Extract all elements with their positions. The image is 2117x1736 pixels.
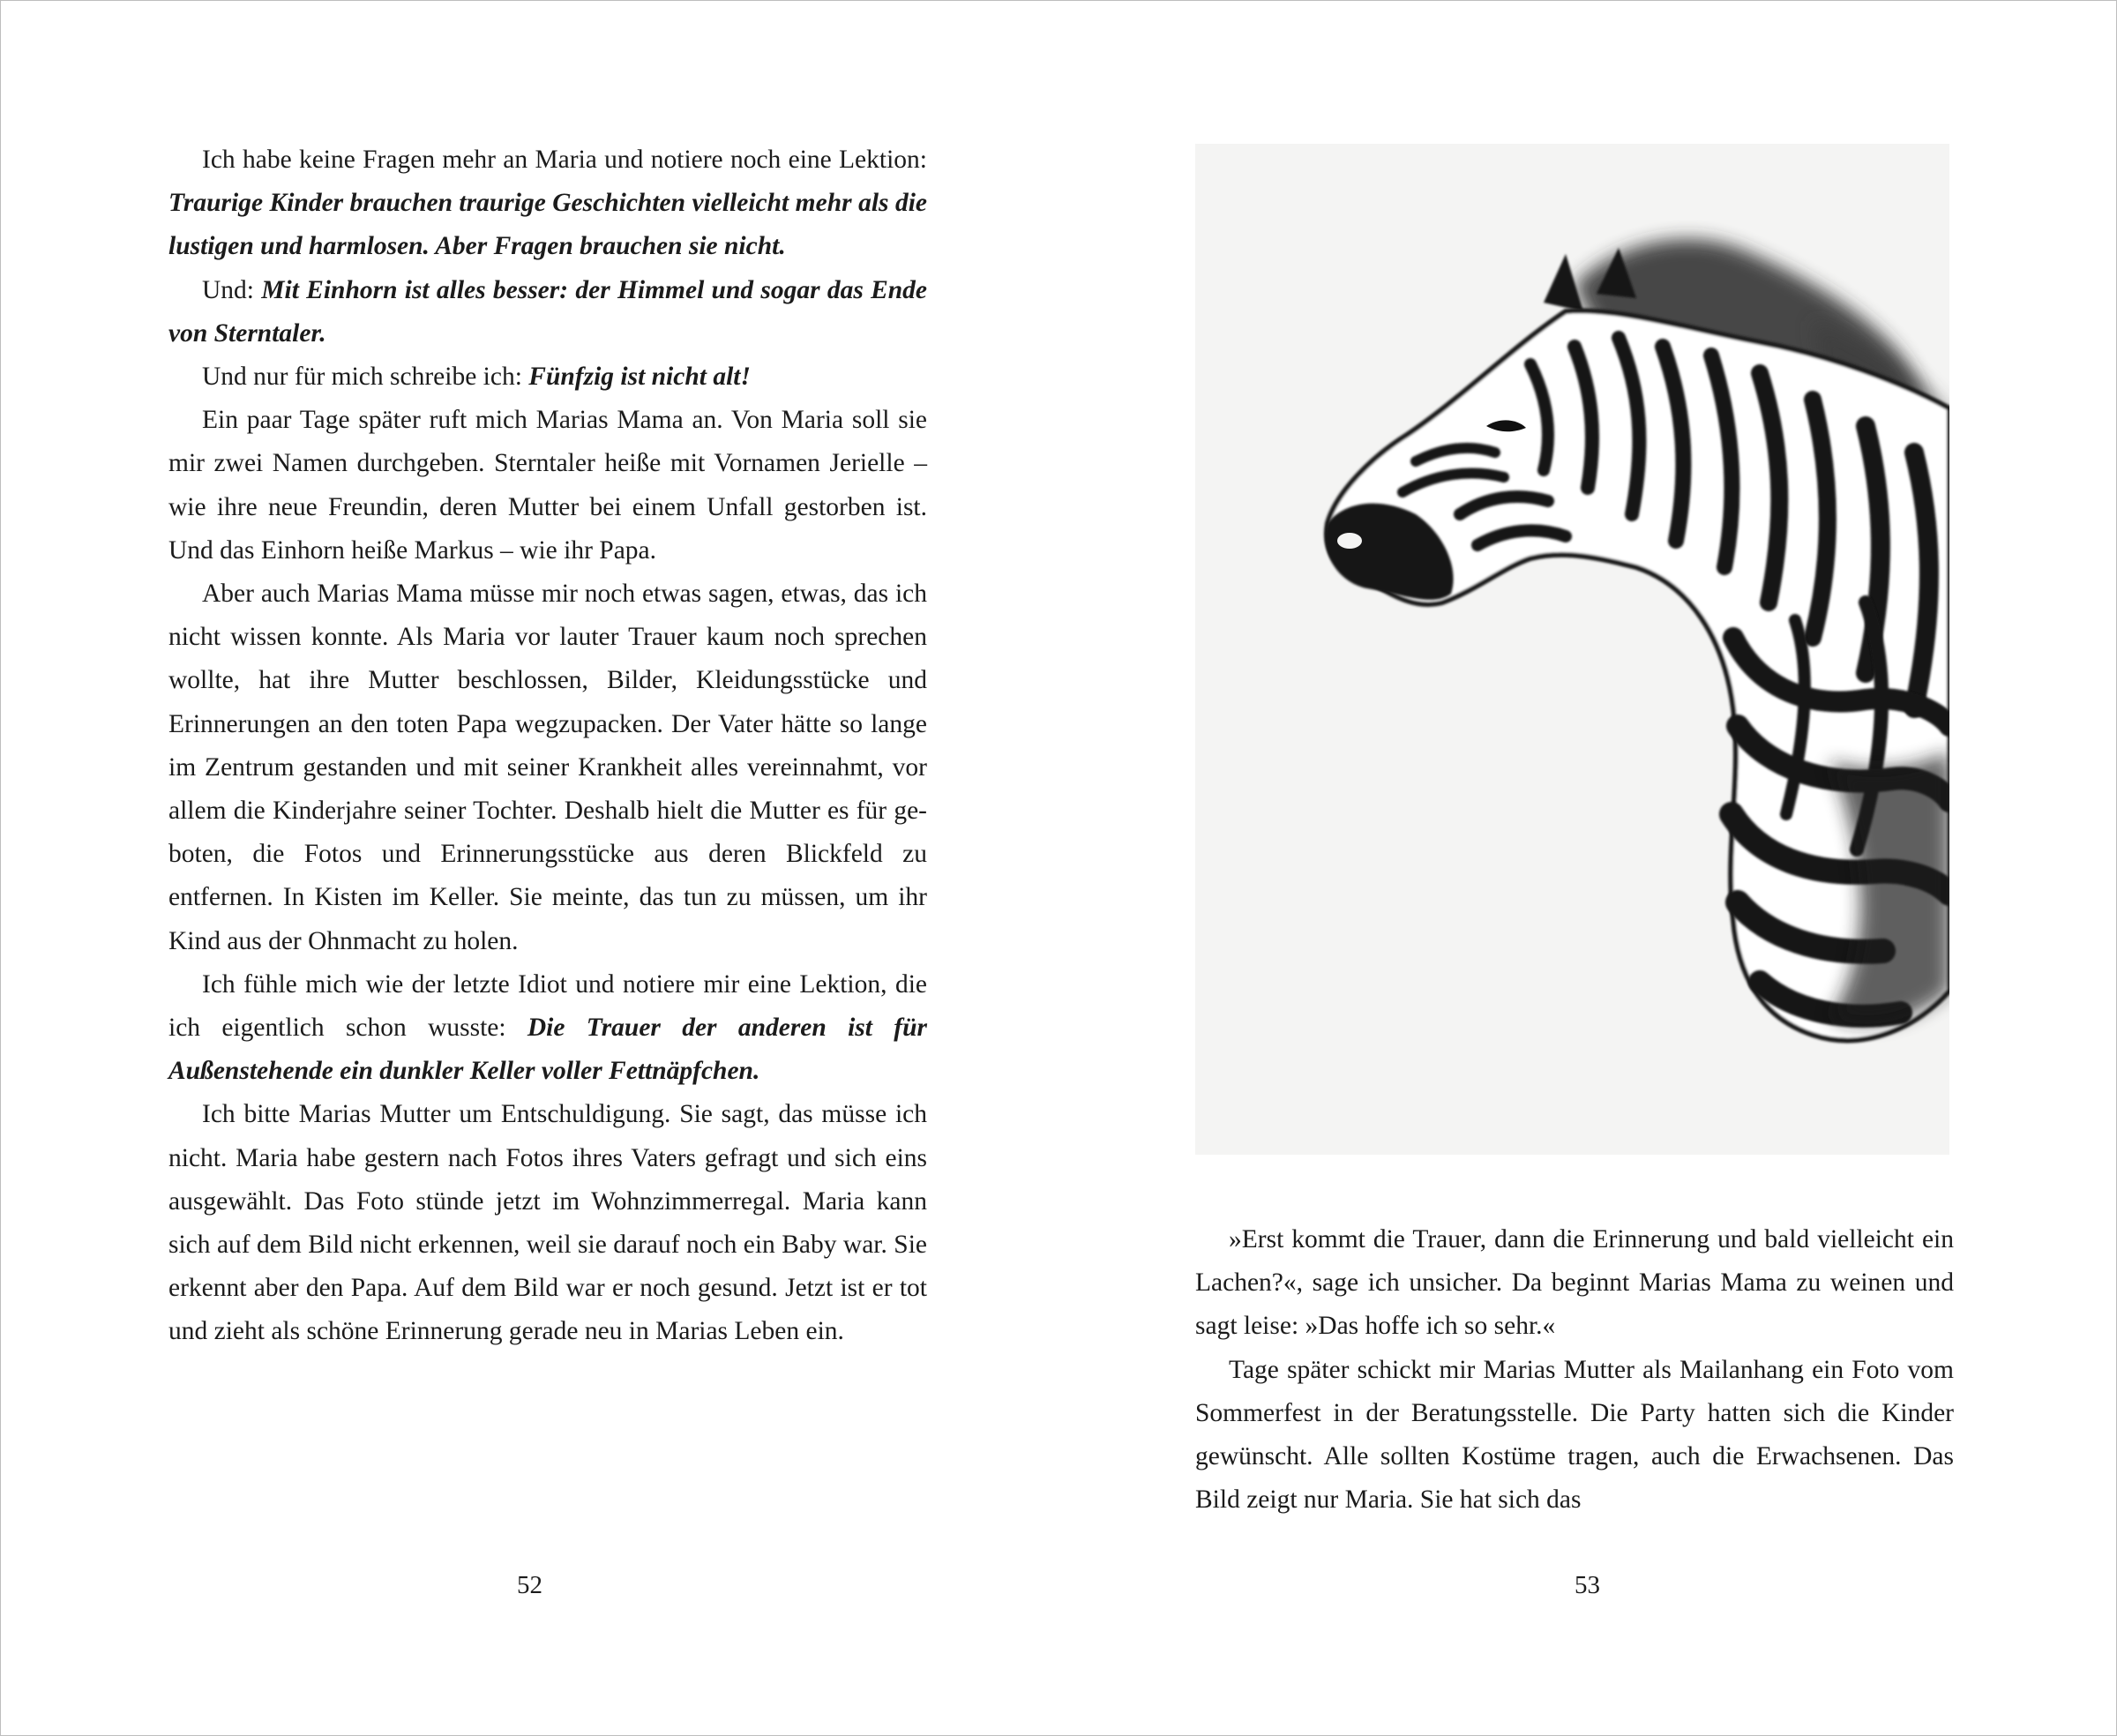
paragraph (1195, 1349, 1954, 1523)
right-page-text (1195, 1218, 1954, 1522)
paragraph-text: Und: (202, 275, 262, 304)
paragraph (168, 399, 927, 572)
paragraph-text: Aber auch Marias Mama müsse mir noch etwas sagen, etwas, das ich nicht wissen konnte. Als Maria vor lauter Trauer kaum noch sprechen wollte, hat ihre Mutter beschlossen, Bilder, Kleidungsstücke und Erinnerungen an den toten Papa wegzupacken. Der Vater hätte so lange im Zentrum gestanden und mit seiner Krankheit alles vereinnahmt, vor allem die Kinderjahre seiner Tochter. Deshalb hielt die Mutter es für geboten, die Fotos und Erinnerungsstücke aus deren Blickfeld zu entfernen. In Kisten im Keller. Sie meinte, das tun zu müssen, um ihr Kind aus der Ohnmacht zu holen. (168, 580, 927, 955)
right-page (1058, 1, 2116, 1735)
paragraph (168, 572, 927, 963)
zebra-ink-drawing (1195, 144, 1949, 1155)
paragraph (168, 269, 927, 355)
lesson-text: Traurige Kinder brauchen traurige Geschichten vielleicht mehr als die lustigen und harmlosen. Aber Fragen brauchen sie nicht. (168, 189, 927, 261)
left-page (1, 1, 1058, 1735)
paragraph (168, 355, 927, 399)
paragraph-text: Ein paar Tage später ruft mich Marias Mama an. Von Maria soll sie mir zwei Namen durchgeben. Sterntaler heiße mit Vornamen Jerielle – wie ihre neue Freundin, deren Mutter bei einem Unfall gestorben ist. Und das Einhorn heiße Markus – wie ihr Papa. (168, 406, 927, 565)
paragraph-text: »Erst kommt die Trauer, dann die Erinnerung und bald vielleicht ein Lachen?«, sage ich unsicher. Da beginnt Marias Mama zu weinen und sagt leise: »Das hoffe ich so sehr.« (1195, 1225, 1954, 1341)
page-number: 52 (517, 1571, 542, 1599)
paragraph (1195, 1218, 1954, 1349)
lesson-text: Fünfzig ist nicht alt! (528, 363, 751, 392)
paragraph (168, 138, 927, 269)
paragraph-text: Ich fühle mich wie der letzte Idiot und notiere mir eine Lektion, die ich eigentlich schon wusste: (168, 969, 927, 1043)
zebra-illustration (1195, 144, 1949, 1155)
paragraph (168, 1093, 927, 1353)
left-page-text (168, 138, 927, 1354)
page-number: 53 (1575, 1571, 1600, 1599)
lesson-text: Die Trauer der anderen ist für Außenstehende ein dunkler Keller voller Fettnäpfchen. (168, 1014, 927, 1086)
paragraph-text: Und nur für mich schreibe ich: (202, 363, 529, 392)
lesson-text: Mit Einhorn ist alles besser: der Himmel und sogar das Ende von Sterntaler. (168, 275, 928, 348)
paragraph-text: Ich habe keine Fragen mehr an Maria und notiere noch eine Lektion: (202, 146, 927, 174)
paragraph-text: Ich bitte Marias Mutter um Entschuldigung. Sie sagt, das müsse ich nicht. Maria habe gestern nach Fotos ihres Vaters gefragt und sich eins ausgewählt. Das Foto stünde jetzt im Wohnzimmerregal. Maria kann sich auf dem Bild nicht erkennen, weil sie darauf noch ein Baby war. Sie erkennt aber den Papa. Auf dem Bild war er noch gesund. Jetzt ist er tot und zieht als schöne Erinnerung gerade neu in Marias Leben ein. (168, 1100, 927, 1346)
paragraph-text: Tage später schickt mir Marias Mutter als Mailanhang ein Foto vom Sommerfest in der Beratungsstelle. Die Party hatten sich die Kinder gewünscht. Alle sollten Kostüme tragen, auch die Erwachsenen. Das Bild zeigt nur Maria. Sie hat sich das (1195, 1355, 1954, 1515)
paragraph (168, 963, 927, 1094)
